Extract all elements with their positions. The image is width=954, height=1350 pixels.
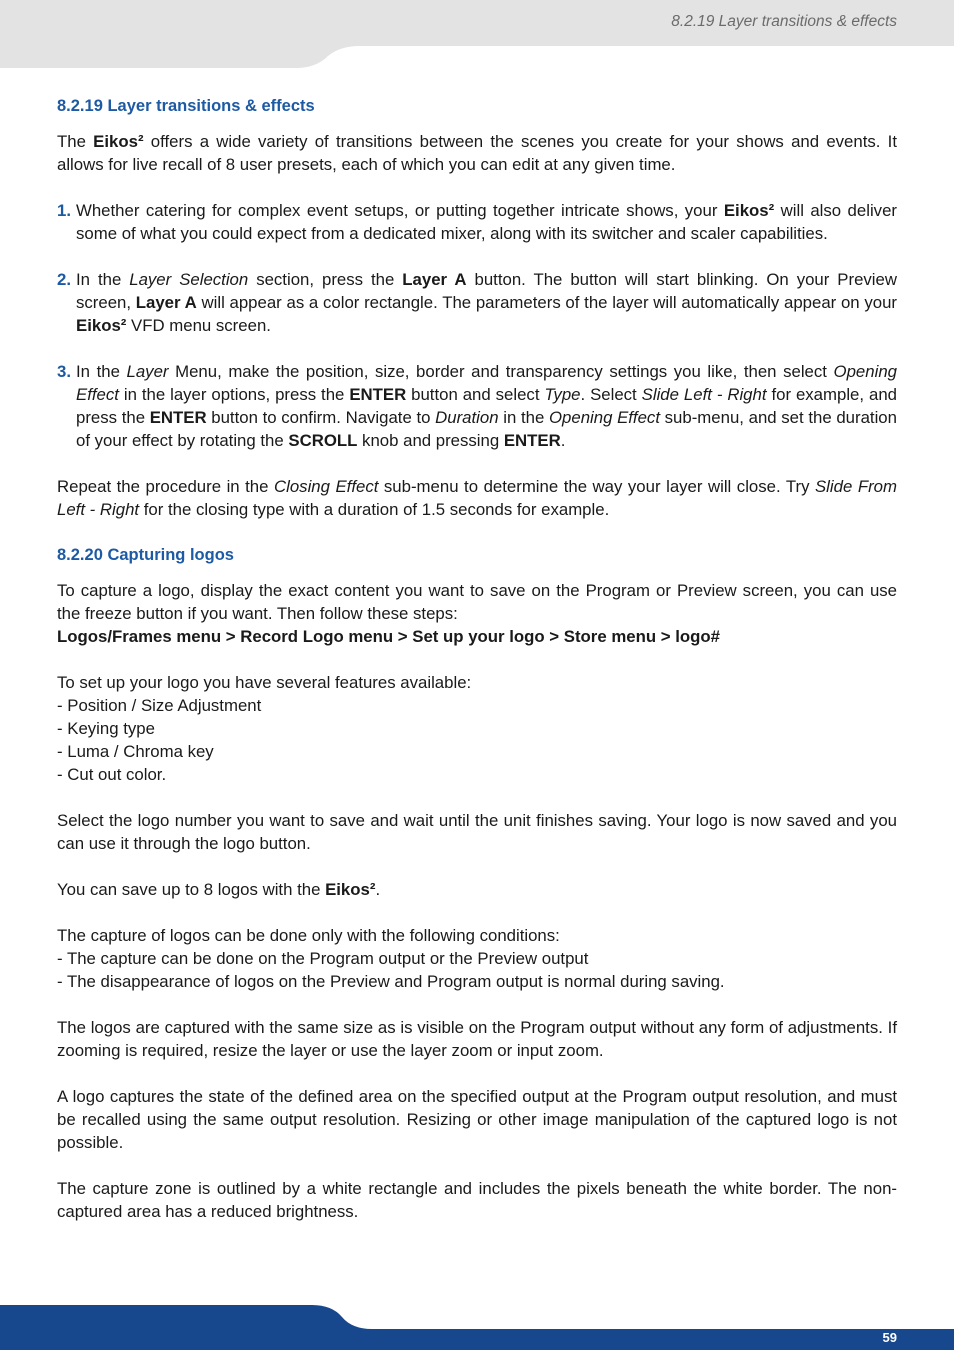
- repeat-paragraph: Repeat the procedure in the Closing Effect sub-menu to determine the way your layer will close. Try Slide From Left - Right for the closing type with a duration of 1.5 seconds for example.: [57, 477, 897, 519]
- step-text: Whether catering for complex event setups, or putting together intricate shows, your Eikos² will also deliver some of what you could expect from a dedicated mixer, along with its switcher and scaler capabilities.: [76, 201, 897, 243]
- capture-intro-paragraph: To capture a logo, display the exact content you want to save on the Program or Preview screen, you can use the freeze button if you want. Then follow these steps:: [57, 581, 897, 623]
- step-number: 1.: [57, 201, 71, 220]
- save-paragraph: You can save up to 8 logos with the Eikos².: [57, 880, 381, 899]
- step-1: [57, 199, 897, 245]
- conditions-list: [57, 924, 897, 993]
- conditions-intro: The capture of logos can be done only with the following conditions:: [57, 926, 560, 945]
- list-item: - Cut out color.: [57, 765, 167, 784]
- zone-paragraph: The capture zone is outlined by a white rectangle and includes the pixels beneath the white border. The non-captured area has a reduced brightness.: [57, 1179, 897, 1221]
- features-list: [57, 671, 897, 786]
- running-header-title: 8.2.19 Layer transitions & effects: [671, 13, 897, 30]
- state-paragraph: A logo captures the state of the defined area on the specified output at the Program output resolution, and must be recalled using the same output resolution. Resizing or other image manipulation of the captured logo is not possible.: [57, 1087, 897, 1152]
- features-intro: To set up your logo you have several features available:: [57, 673, 472, 692]
- page-number: 59: [882, 1330, 897, 1345]
- page-content: [57, 95, 897, 1246]
- section-heading-capturing-logos: 8.2.20 Capturing logos: [57, 546, 234, 564]
- step-2: [57, 268, 897, 337]
- menu-path: Logos/Frames menu > Record Logo menu > Set up your logo > Store menu > logo#: [57, 627, 720, 646]
- intro-paragraph: The Eikos² offers a wide variety of transitions between the scenes you create for your shows and events. It allows for live recall of 8 user presets, each of which you can edit at any given time.: [57, 132, 897, 174]
- size-paragraph: The logos are captured with the same size as is visible on the Program output without any form of adjustments. If zooming is required, resize the layer or use the layer zoom or input zoom.: [57, 1018, 897, 1060]
- list-item: - Keying type: [57, 719, 155, 738]
- footer-band: [0, 1305, 954, 1350]
- step-text: In the Layer Selection section, press the Layer A button. The button will start blinking. On your Preview screen, Layer A will appear as a color rectangle. The parameters of the layer will automatically appear on your Eikos² VFD menu screen.: [76, 270, 897, 335]
- step-number: 2.: [57, 270, 71, 289]
- section-heading-layer-transitions: 8.2.19 Layer transitions & effects: [57, 97, 315, 115]
- header-band: [0, 0, 954, 68]
- step-number: 3.: [57, 362, 71, 381]
- step-text: In the Layer Menu, make the position, size, border and transparency settings you like, then select Opening Effect in the layer options, press the ENTER button and select Type. Select Slide Left - Right for example, and press the ENTER button to confirm. Navigate to Duration in the Opening Effect sub-menu, and set the duration of your effect by rotating the SCROLL knob and pressing ENTER.: [76, 362, 897, 450]
- list-item: - The capture can be done on the Program output or the Preview output: [57, 949, 589, 968]
- list-item: - Luma / Chroma key: [57, 742, 214, 761]
- select-paragraph: Select the logo number you want to save and wait until the unit finishes saving. Your logo is now saved and you can use it through the logo button.: [57, 811, 897, 853]
- list-item: - Position / Size Adjustment: [57, 696, 262, 715]
- list-item: - The disappearance of logos on the Preview and Program output is normal during saving.: [57, 972, 725, 991]
- step-3: [57, 360, 897, 452]
